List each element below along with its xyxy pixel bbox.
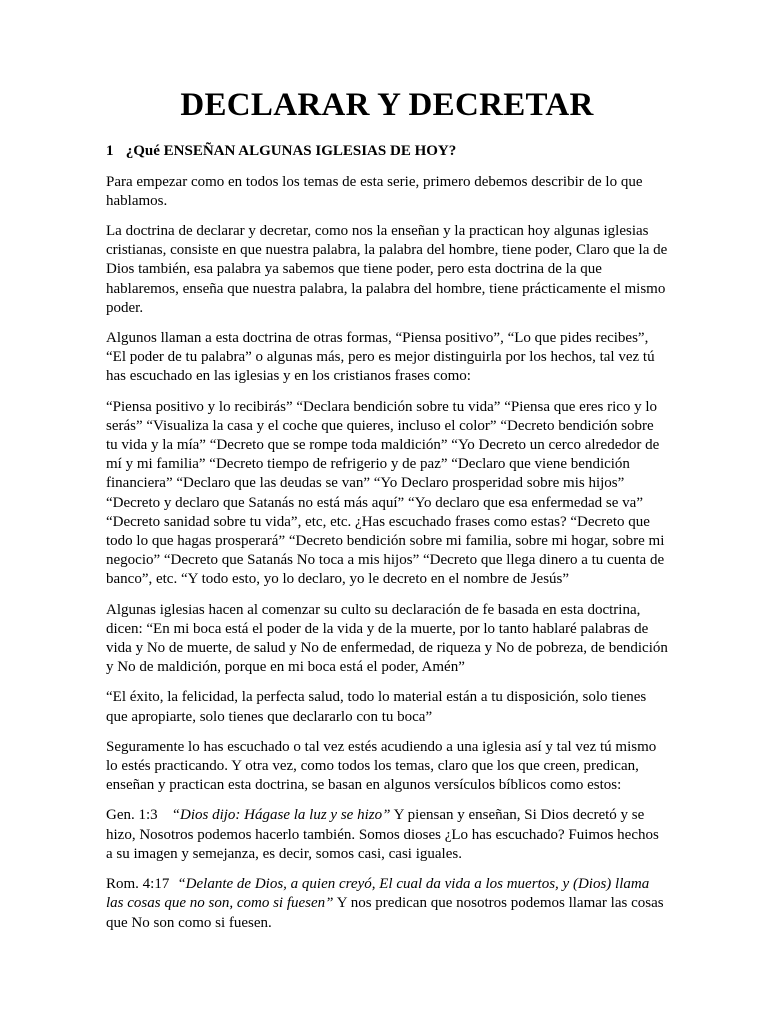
paragraph-other-names: Algunos llaman a esta doctrina de otras formas, “Piensa positivo”, “Lo que pides recibes”, “El poder de tu palabra” o algunas más, pero es mejor distinguirla por los hechos, tal vez tú has escuchado en las iglesias y en los cristianos frases como: [106, 330, 655, 385]
section-heading [106, 142, 668, 161]
verse-quote: “Delante de Dios, a quien creyó, El cual da vida a los muertos, y (Dios) llama las cosas que no son, como si fuesen” [106, 876, 650, 912]
paragraph-phrases: “Piensa positivo y lo recibirás” “Declara bendición sobre tu vida” “Piensa que eres rico y lo serás” “Visualiza la casa y el coche que quieres, incluso el color” “Decreto bendición sobre tu vida y la mía” “Decreto que se rompe toda maldición” “Yo Decreto un cerco alrededor de mí y mi familia” “Decreto tiempo de refrigerio y de paz” “Declaro que viene bendición financiera” “Declaro que las deudas se van” “Yo Declaro prosperidad sobre mis hijos” “Decreto y declaro que Satanás no está más aquí” “Yo declaro que esa enfermedad se va” “Decreto sanidad sobre tu vida”, etc, etc. ¿Has escuchado frases como estas? “Decreto que todo lo que hagas prosperará” “Decreto bendición sobre mi familia, sobre mi hogar, sobre mi negocio” “Decreto que Satanás No toca a mis hijos” “Decreto que llega dinero a tu cuenta de banco”, etc. “Y todo esto, yo lo declaro, yo le decreto en el nombre de Jesús” [106, 398, 665, 588]
verse-reference: Rom. 4:17 [106, 876, 170, 893]
section-heading-text: ¿Qué ENSEÑAN ALGUNAS IGLESIAS DE HOY? [125, 142, 457, 159]
section-number: 1 [106, 142, 114, 159]
verse-paragraph-romans [106, 875, 668, 933]
verse-paragraph-genesis [106, 806, 668, 864]
paragraph-doctrine: La doctrina de declarar y decretar, como nos la enseñan y la practican hoy algunas iglesias cristianas, consiste en que nuestra palabra, la palabra del hombre, tiene poder, Claro que la de Dios también, esa palabra ya sabemos que tiene poder, pero esta doctrina de la que hablaremos, enseña que nuestra palabra, la palabra del hombre, tiene prácticamente el mismo poder. [106, 223, 668, 316]
verse-quote: “Dios dijo: Hágase la luz y se hizo” [171, 807, 391, 824]
document-title: DECLARAR Y DECRETAR [180, 87, 594, 123]
verse-commentary: Y nos predican que nosotros podemos llamar las cosas que No son como si fuesen. [106, 895, 664, 931]
paragraph-declaration: Algunas iglesias hacen al comenzar su culto su declaración de fe basada en esta doctrina, dicen: “En mi boca está el poder de la vida y de la muerte, por lo tanto hablaré palabras de vida y No de muerte, de salud y No de enfermedad, de riqueza y No de pobreza, de bendición y No de maldición, porque en mi boca está el poder, Amén” [106, 601, 668, 676]
verse-commentary: Y piensan y enseñan, Si Dios decretó y se hizo, Nosotros podemos hacerlo también. Somos dioses ¿Lo has escuchado? Fuimos hechos a su imagen y semejanza, es decir, somos casi, casi iguales. [106, 807, 659, 862]
paragraph-verses-intro: Seguramente lo has escuchado o tal vez estés acudiendo a una iglesia así y tal vez tú mismo lo estés practicando. Y otra vez, como todos los temas, claro que los que creen, predican, enseñan y practican esta doctrina, se basan en algunos versículos bíblicos como estos: [106, 738, 657, 794]
paragraph-success-quote: “El éxito, la felicidad, la perfecta salud, todo lo material están a tu disposición, solo tienes que apropiarte, solo tienes que declararlo con tu boca” [106, 689, 647, 725]
paragraph-intro: Para empezar como en todos los temas de esta serie, primero debemos describir de lo que hablamos. [106, 173, 643, 209]
verse-reference: Gen. 1:3 [106, 807, 158, 824]
